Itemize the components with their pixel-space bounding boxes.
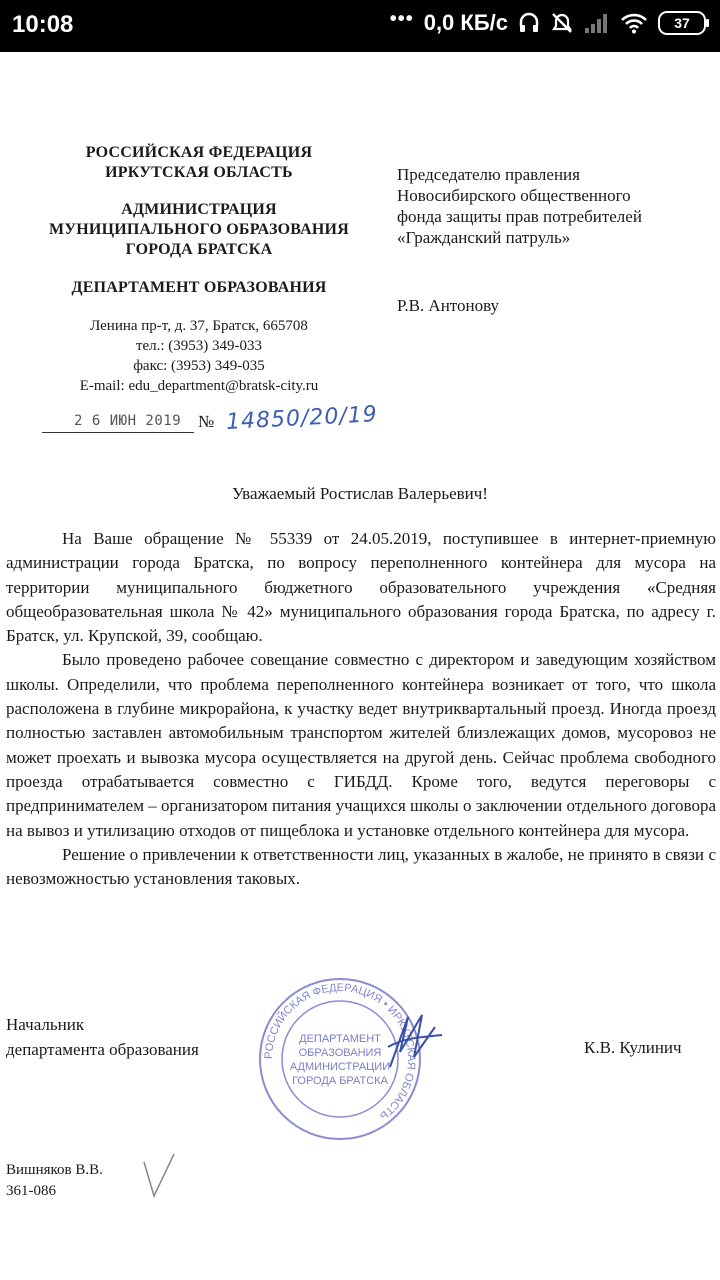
- addressee-line1: Председателю правления: [397, 165, 580, 184]
- registration-line: [42, 402, 392, 440]
- letterhead-line1: РОССИЙСКАЯ ФЕДЕРАЦИЯ: [85, 144, 313, 161]
- letterhead-line2: ИРКУТСКАЯ ОБЛАСТЬ: [105, 164, 293, 181]
- letterhead-contacts: [40, 316, 358, 396]
- letterhead-org1: АДМИНИСТРАЦИЯ: [121, 201, 277, 218]
- alarm-off-icon: [550, 11, 574, 35]
- wifi-icon: [620, 12, 648, 34]
- handwritten-signature: [380, 1007, 450, 1087]
- registration-date: 2 6 ИЮН 2019: [74, 413, 182, 429]
- status-bar: [0, 0, 720, 52]
- greeting: Уважаемый Ростислав Валерьевич!: [232, 484, 488, 503]
- stamp-line2: ОБРАЗОВАНИЯ: [298, 1047, 382, 1059]
- addressee-line4: «Гражданский патруль»: [397, 228, 571, 247]
- letterhead-phone: тел.: (3953) 349-033: [135, 338, 263, 354]
- stamp-ring-text: РОССИЙСКАЯ ФЕДЕРАЦИЯ • ИРКУТСКАЯ ОБЛАСТЬ: [262, 981, 418, 1122]
- signatory-title-line2: департамента образования: [6, 1040, 199, 1059]
- letterhead-dept: ДЕПАРТАМЕНТ ОБРАЗОВАНИЯ: [71, 279, 327, 296]
- notification-dots: •••: [389, 7, 414, 30]
- battery-level: 37: [674, 15, 690, 31]
- stamp-line3: АДМИНИСТРАЦИИ: [289, 1061, 391, 1073]
- addressee-line2: Новосибирского общественного: [397, 186, 631, 205]
- letterhead-email: E-mail: edu_department@bratsk-city.ru: [79, 378, 319, 394]
- executor-phone: 361-086: [6, 1183, 56, 1199]
- registration-no-label: №: [198, 412, 215, 431]
- letter-document: [0, 52, 720, 1280]
- paragraph-3: Решение о привлечении к ответственности лиц, указанных в жалобе, не принято в связи с невозможностью установления таковых.: [6, 844, 716, 889]
- stamp-line1: ДЕПАРТАМЕНТ: [299, 1033, 381, 1045]
- signatory-title: [6, 1012, 199, 1062]
- letterhead-org2: МУНИЦИПАЛЬНОГО ОБРАЗОВАНИЯ: [49, 221, 349, 238]
- registration-underline: [42, 432, 194, 433]
- battery-icon: [658, 11, 706, 35]
- signatory-name: К.В. Кулинич: [584, 1038, 682, 1057]
- paragraph-1: На Ваше обращение № 55339 от 24.05.2019, поступившее в интернет-приемную администрации города Братска, по вопросу переполненного контейнера для мусора на территории муниципального бюджетного образовательного учреждения «Средняя общеобразовательная школа № 42» муниципального образования города Братска, по адресу г. Братск, ул. Крупской, 39, сообщаю.: [6, 529, 716, 646]
- addressee-line3: фонда защиты прав потребителей: [397, 207, 642, 226]
- letter-body: [6, 527, 716, 891]
- checkmark-icon: [140, 1152, 180, 1202]
- executor-name: Вишняков В.В.: [6, 1162, 103, 1178]
- executor-block: [6, 1160, 103, 1202]
- letterhead-org3: ГОРОДА БРАТСКА: [125, 241, 273, 258]
- headphones-icon: [518, 12, 540, 34]
- signatory-title-line1: Начальник: [6, 1015, 85, 1034]
- letterhead-address: Ленина пр-т, д. 37, Братск, 665708: [90, 318, 308, 334]
- registration-number: 14850/20/19: [225, 402, 379, 435]
- network-speed: 0,0 КБ/с: [423, 10, 508, 35]
- status-time: 10:08: [12, 11, 74, 38]
- letterhead-org: [30, 200, 368, 260]
- stamp-line4: ГОРОДА БРАТСКА: [292, 1075, 388, 1087]
- paragraph-2: Было проведено рабочее совещание совместно с директором и заведующим хозяйством школы. Определили, что проблема переполненного контейнера возникает от того, что школа расположена в глубине микрорайона, к участку ведет внутриквартальный проезд. Иногда проезд полностью заставлен автомобильным транспортом жителей близлежащих домов, мусоровоз не может проехать и вывозка мусора осуществляется на другой день. Сейчас проблема свободного проезда отрабатывается совместно с ГИБДД. Кроме того, ведутся переговоры с предпринимателем – организатором питания учащихся школы о заключении отдельного договора на вывоз и утилизацию отходов от пищеблока и установке отдельного контейнера для мусора.: [6, 650, 716, 840]
- addressee-name: Р.В. Антонову: [397, 296, 500, 315]
- letterhead-fax: факс: (3953) 349-035: [133, 358, 265, 374]
- signal-icon: [584, 12, 610, 34]
- addressee-block: [397, 164, 717, 248]
- letterhead-country: [40, 143, 358, 183]
